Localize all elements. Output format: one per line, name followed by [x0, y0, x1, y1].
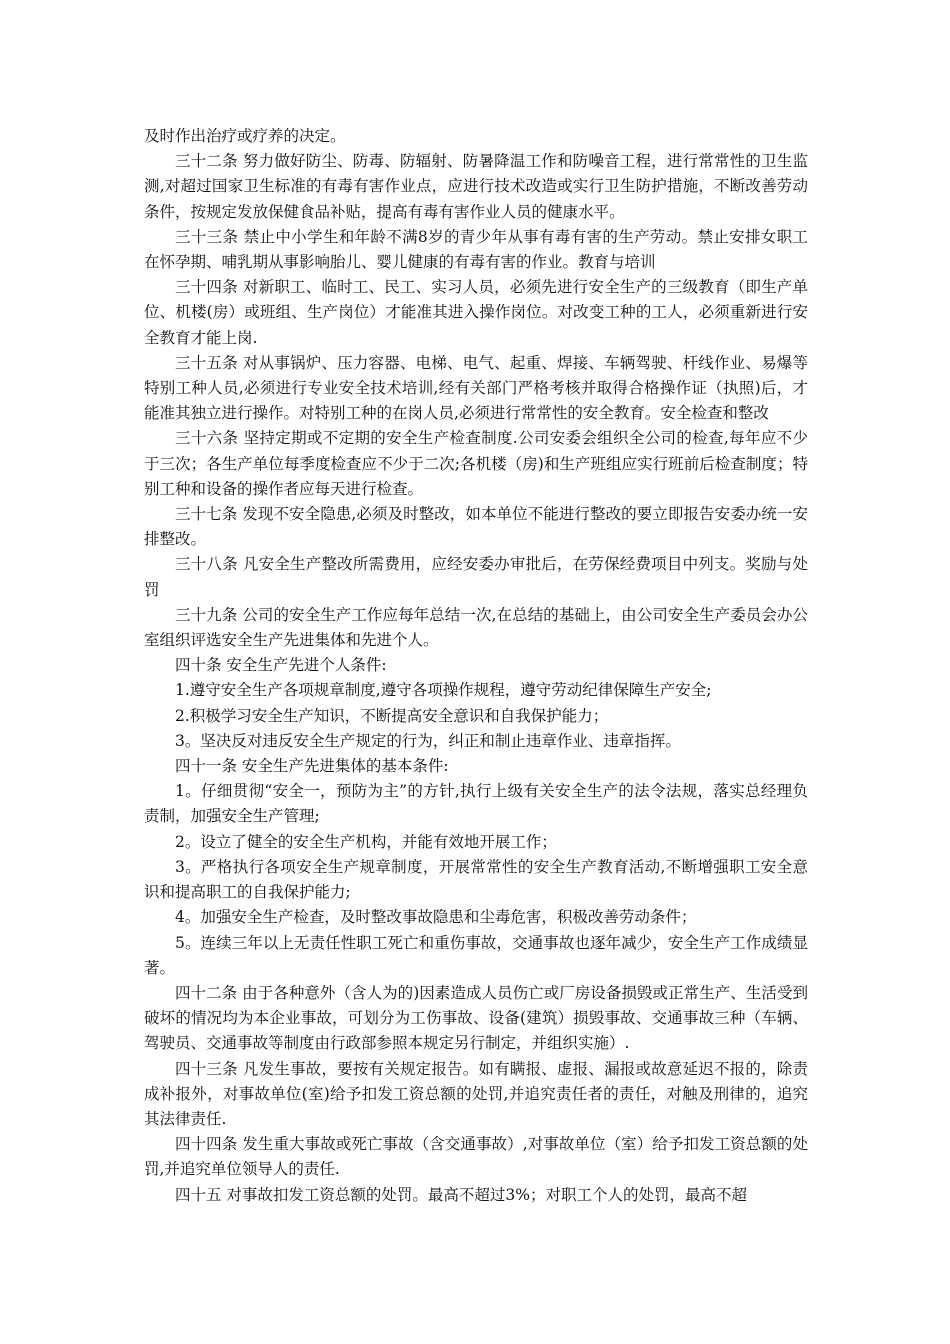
- list-item: 1。仔细贯彻“安全一，预防为主”的方针,执行上级有关安全生产的法令法规，落实总经理负责制，加强安全生产管理;: [144, 782, 808, 826]
- article-44: 四十四条 发生重大事故或死亡事故（含交通事故）,对事故单位（室）给予扣发工资总额的处罚,并追究单位领导人的责任.: [144, 1135, 808, 1179]
- article-36: 三十六条 坚持定期或不定期的安全生产检查制度.公司安委会组织全公司的检查,每年应不少于三次；各生产单位每季度检查应不少于二次;各机楼（房)和生产班组应实行班前后检查制度；特别工种和设备的操作者应每天进行检查。: [144, 429, 808, 498]
- list-item: 2.积极学习安全生产知识，不断提高安全意识和自我保护能力；: [175, 706, 609, 725]
- article-43: 四十三条 凡发生事故，要按有关规定报告。如有瞒报、虚报、漏报或故意延迟不报的，除责成补报外，对事故单位(室)给予扣发工资总额的处罚,并追究责任者的责任，对触及刑律的，追究其法律责任.: [144, 1059, 808, 1128]
- article-41: 四十一条 安全生产先进集体的基本条件:: [175, 757, 449, 776]
- article-37: 三十七条 发现不安全隐患,必须及时整改，如本单位不能进行整改的要立即报告安委办统一安排整改。: [144, 505, 808, 549]
- list-item: 5。连续三年以上无责任性职工死亡和重伤事故，交通事故也逐年减少，安全生产工作成绩显著。: [144, 933, 808, 977]
- article-34: 三十四条 对新职工、临时工、民工、实习人员，必须先进行安全生产的三级教育（即生产单位、机楼(房）或班组、生产岗位）才能准其进入操作岗位。对改变工种的工人，必须重新进行安全教育才能上岗.: [144, 278, 808, 347]
- document-page: [144, 124, 808, 1208]
- paragraph-0: 及时作出治疗或疗养的决定。: [144, 127, 346, 145]
- article-45: 四十五 对事故扣发工资总额的处罚。最高不超过3%；对职工个人的处罚，最高不超: [175, 1185, 748, 1204]
- list-item: 3。严格执行各项安全生产规章制度，开展常常性的安全生产教育活动,不断增强职工安全意识和提高职工的自我保护能力;: [144, 857, 808, 902]
- list-item: 2。设立了健全的安全生产机构，并能有效地开展工作；: [175, 832, 557, 851]
- article-39: 三十九条 公司的安全生产工作应每年总结一次,在总结的基础上，由公司安全生产委员会办公室组织评选安全生产先进集体和先进个人。: [144, 605, 808, 650]
- list-item: 4。加强安全生产检查，及时整改事故隐患和尘毒危害，积极改善劳动条件；: [175, 908, 697, 927]
- article-33: 三十三条 禁止中小学生和年龄不满8岁的青少年从事有毒有害的生产劳动。禁止安排女职工在怀孕期、哺乳期从事影响胎儿、婴儿健康的有毒有害的作业。教育与培训: [144, 227, 808, 272]
- article-35: 三十五条 对从事锅炉、压力容器、电梯、电气、起重、焊接、车辆驾驶、杆线作业、易爆等特别工种人员,必须进行专业安全技术培训,经有关部门严格考核并取得合格操作证（执照)后，才能准其独立进行操作。对特别工种的在岗人员,必须进行常常性的安全教育。安全检查和整改: [144, 353, 808, 423]
- article-40: 四十条 安全生产先进个人条件:: [175, 656, 387, 675]
- list-item: 3。坚决反对违反安全生产规定的行为，纠正和制止违章作业、违章指挥。: [175, 731, 681, 750]
- list-item: 1.遵守安全生产各项规章制度,遵守各项操作规程，遵守劳动纪律保障生产安全;: [175, 681, 712, 700]
- article-42: 四十二条 由于各种意外（含人为的)因素造成人员伤亡或厂房设备损毁或正常生产、生活受到破坏的情况均为本企业事故，可划分为工伤事故、设备(建筑）损毁事故、交通事故三种（车辆、驾驶员、交通事故等制度由行政部参照本规定另行制定，并组织实施）.: [144, 983, 808, 1053]
- article-38: 三十八条 凡安全生产整改所需费用，应经安委办审批后，在劳保经费项目中列支。奖励与处罚: [144, 555, 808, 599]
- article-32: 三十二条 努力做好防尘、防毒、防辐射、防暑降温工作和防噪音工程，进行常常性的卫生监测,对超过国家卫生标准的有毒有害作业点，应进行技术改造或实行卫生防护措施，不断改善劳动条件，按规定发放保健食品补贴，提高有毒有害作业人员的健康水平。: [144, 152, 808, 221]
